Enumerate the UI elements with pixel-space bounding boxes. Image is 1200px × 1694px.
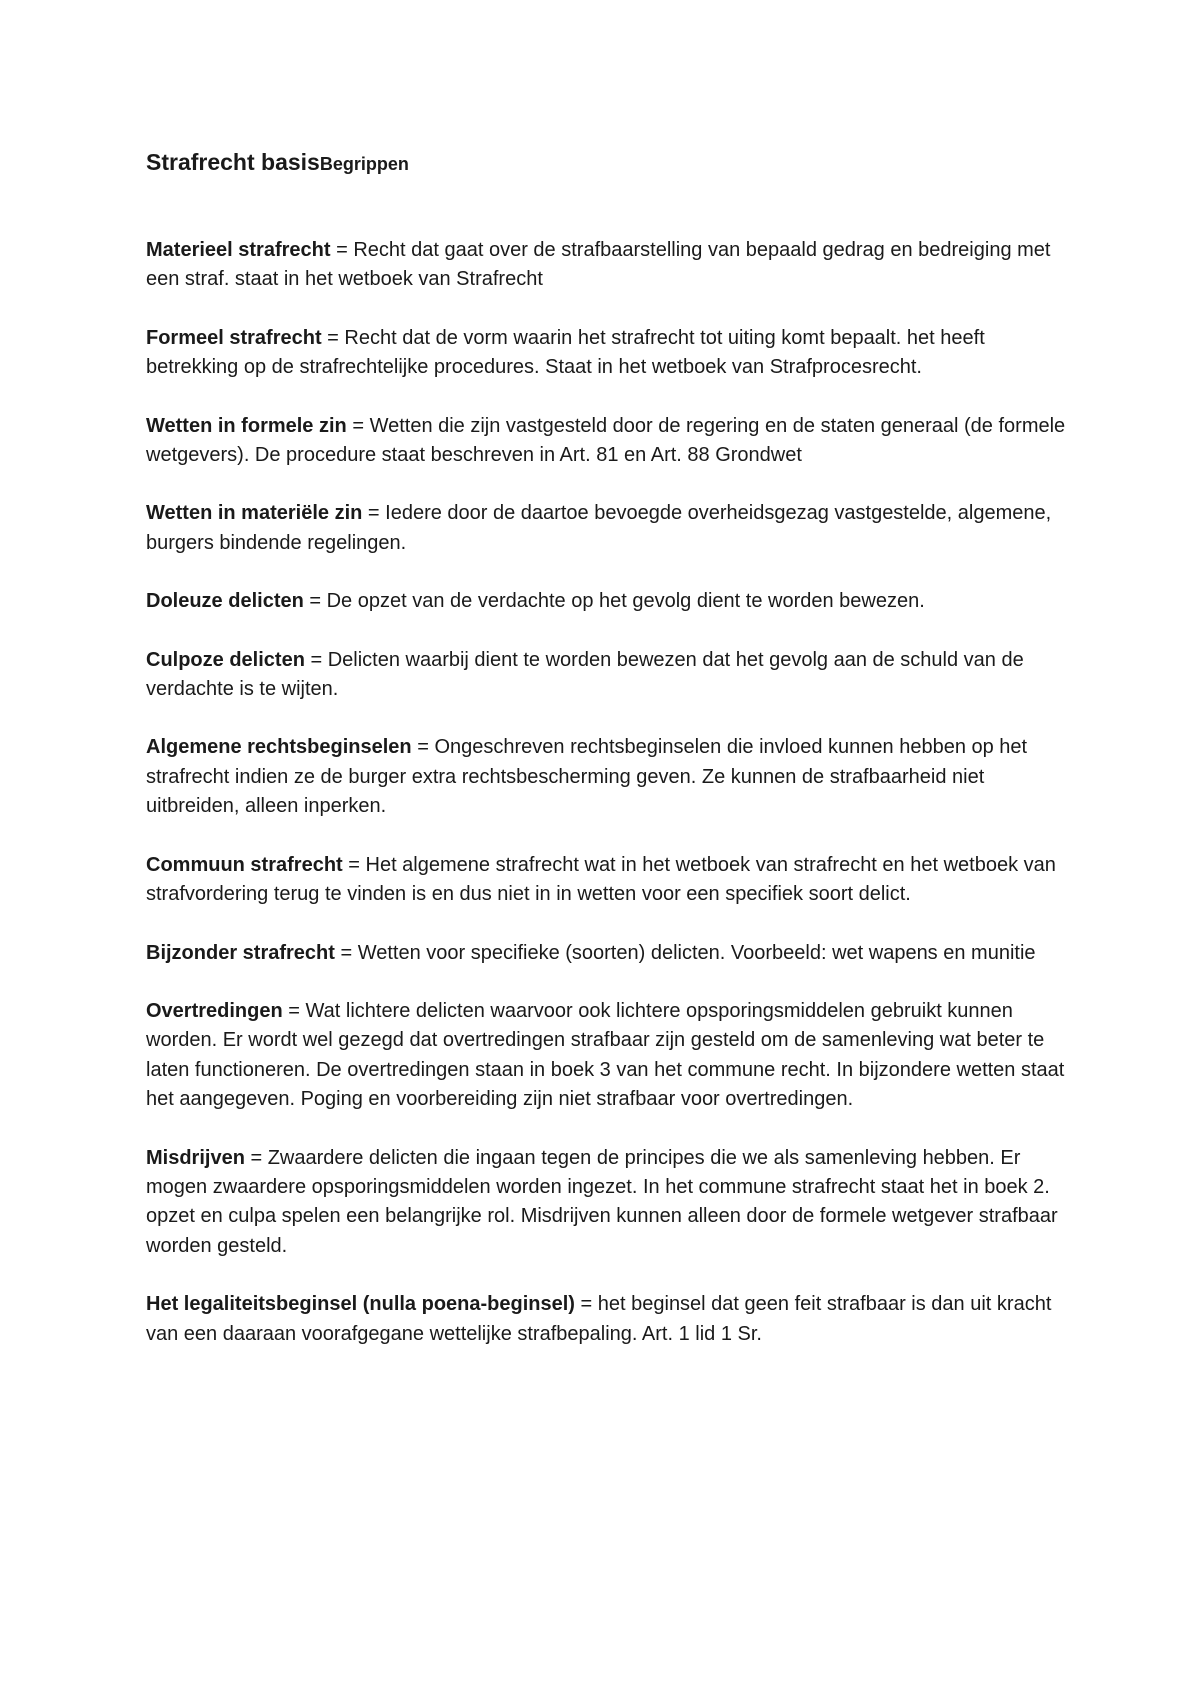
definition-text: Delicten waarbij dient te worden bewezen dat het gevolg aan de schuld van de verdachte is te wijten. — [146, 648, 1024, 701]
definition-text: Iedere door de daartoe bevoegde overheidsgezag vastgestelde, algemene, burgers bindende regelingen. — [146, 502, 1052, 554]
definition-entry — [146, 412, 1066, 471]
definition-separator: = — [304, 648, 328, 671]
definition-term: Bijzonder strafrecht — [146, 941, 335, 964]
definition-text: Wetten voor specifieke (soorten) delicten. Voorbeeld: wet wapens en munitie — [357, 941, 1036, 964]
definition-entry — [146, 851, 1066, 910]
definition-term: Het legaliteitsbeginsel (nulla poena-beginsel) — [146, 1293, 575, 1316]
definition-text: Wat lichtere delicten waarvoor ook lichtere opsporingsmiddelen gebruikt kunnen worden. Er wordt wel gezegd dat overtredingen strafbaar zijn gesteld om de samenleving wat beter te laten functioneren. De overtredingen staan in boek 3 van het commune recht. In bijzondere wetten staat het aangegeven. Poging en voorbereiding zijn niet strafbaar voor overtredingen. — [146, 999, 1065, 1111]
definition-separator: = — [244, 1146, 268, 1169]
definition-separator: = — [321, 326, 345, 349]
definition-entry — [146, 997, 1066, 1115]
definition-term: Formeel strafrecht — [146, 326, 322, 349]
title-suffix: Begrippen — [319, 154, 409, 174]
definition-term: Misdrijven — [146, 1146, 245, 1169]
definition-text: Het algemene strafrecht wat in het wetboek van strafrecht en het wetboek van strafvordering terug te vinden is en dus niet in in wetten voor een specifiek soort delict. — [146, 853, 1056, 906]
definition-separator: = — [342, 853, 366, 876]
definition-text: De opzet van de verdachte op het gevolg dient te worden bewezen. — [326, 590, 925, 613]
definition-separator: = — [282, 999, 306, 1022]
definition-text: Recht dat gaat over de strafbaarstelling van bepaald gedrag en bedreiging met een straf. staat in het wetboek van Strafrecht — [146, 239, 1051, 291]
definition-term: Materieel strafrecht — [146, 239, 331, 261]
definition-separator: = — [411, 736, 435, 759]
definition-term: Commuun strafrecht — [146, 853, 343, 876]
definition-separator: = — [574, 1293, 598, 1316]
definition-entry — [146, 587, 1066, 616]
definition-text: Recht dat de vorm waarin het strafrecht tot uiting komt bepaalt. het heeft betrekking op de strafrechtelijke procedures. Staat in het wetboek van Strafprocesrecht. — [146, 326, 985, 379]
definition-separator: = — [334, 941, 358, 964]
definition-term: Doleuze delicten — [146, 590, 304, 613]
document-title — [146, 144, 1066, 182]
document-page — [146, 144, 1066, 1378]
definition-text: Wetten die zijn vastgesteld door de regering en de staten generaal (de formele wetgevers). De procedure staat beschreven in Art. 81 en Art. 88 Grondwet — [146, 414, 1066, 467]
definition-entry — [146, 646, 1066, 705]
definition-entry — [146, 733, 1066, 821]
definition-separator: = — [330, 239, 354, 261]
definition-entry — [146, 236, 1066, 295]
title-main: Strafrecht basis — [146, 149, 320, 175]
definition-text: Ongeschreven rechtsbeginselen die invloed kunnen hebben op het strafrecht indien ze de burger extra rechtsbescherming geven. Ze kunnen de strafbaarheid niet uitbreiden, alleen inperken. — [146, 736, 1028, 818]
definition-list — [146, 236, 1066, 1349]
definition-term: Overtredingen — [146, 999, 283, 1022]
definition-separator: = — [346, 414, 370, 437]
definition-entry — [146, 1290, 1066, 1349]
definition-entry — [146, 1144, 1066, 1262]
definition-term: Wetten in formele zin — [146, 414, 347, 437]
definition-entry — [146, 939, 1066, 968]
definition-term: Culpoze delicten — [146, 648, 305, 671]
definition-term: Algemene rechtsbeginselen — [146, 736, 412, 759]
definition-separator: = — [303, 590, 327, 613]
definition-term: Wetten in materiële zin — [146, 502, 363, 525]
definition-entry — [146, 324, 1066, 383]
definition-separator: = — [362, 502, 386, 525]
definition-entry — [146, 499, 1066, 558]
definition-text: Zwaardere delicten die ingaan tegen de principes die we als samenleving hebben. Er mogen zwaardere opsporingsmiddelen worden ingezet. In het commune strafrecht staat het in boek 2. opzet en culpa spelen een belangrijke rol. Misdrijven kunnen alleen door de formele wetgever strafbaar worden gesteld. — [146, 1146, 1058, 1257]
definition-text: het beginsel dat geen feit strafbaar is dan uit kracht van een daaraan voorafgegane wettelijke strafbepaling. Art. 1 lid 1 Sr. — [146, 1293, 1052, 1345]
